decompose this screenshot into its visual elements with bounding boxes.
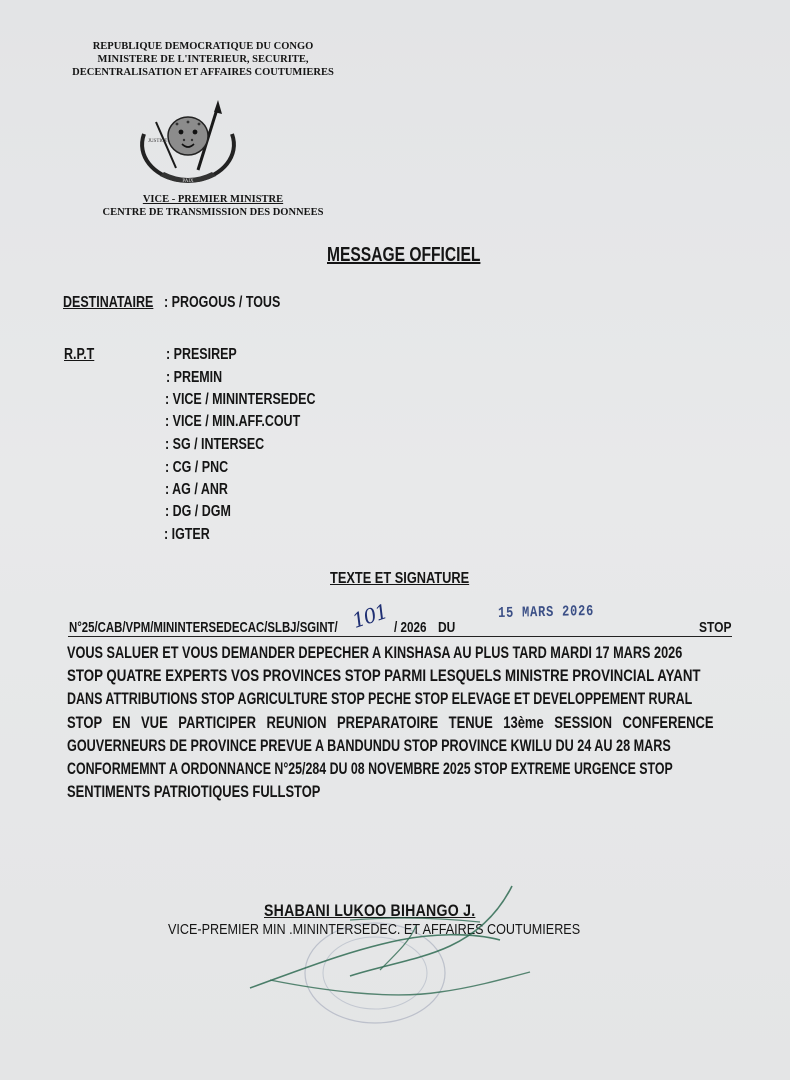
emblem-motto-bottom: PAIX [182,179,194,184]
message-body-line: GOUVERNEURS DE PROVINCE PREVUE A BANDUNDU STOP PROVINCE KWILU DU 24 AU 28 MARS [67,736,671,755]
page-title: MESSAGE OFFICIEL [327,244,481,266]
rpt-item: : VICE / MININTERSEDEC [165,391,316,408]
message-body-line: STOP EN VUE PARTICIPER REUNION PREPARATOIRE TENUE 13ème SESSION CONFERENCE [67,713,714,732]
message-body-line: CONFORMEMNT A ORDONNANCE N°25/284 DU 08 NOVEMBRE 2025 STOP EXTREME URGENCE STOP [67,759,673,778]
destinataire-label: DESTINATAIRE [63,294,154,311]
reference-underline [68,636,732,637]
reference-year: / 2026 [394,619,427,636]
message-body-line: DANS ATTRIBUTIONS STOP AGRICULTURE STOP PECHE STOP ELEVAGE ET DEVELOPPEMENT RURAL [67,689,693,708]
vice-premier-ministre-line: VICE - PREMIER MINISTRE [142,194,284,205]
handwritten-reference-number: 101 [349,599,391,633]
letterhead [58,40,348,79]
letterhead-line-ministry: MINISTERE DE L'INTERIEUR, SECURITE, [97,54,309,65]
message-body-line: VOUS SALUER ET VOUS DEMANDER DEPECHER A KINSHASA AU PLUS TARD MARDI 17 MARS 2026 [67,643,683,662]
rpt-item: : PRESIREP [166,346,237,363]
letterhead-line-republic: REPUBLIQUE DEMOCRATIQUE DU CONGO [92,41,314,52]
rpt-item: : AG / ANR [165,481,228,498]
message-body-line: SENTIMENTS PATRIOTIQUES FULLSTOP [67,782,321,801]
signatory-title: VICE-PREMIER MIN .MININTERSEDEC. ET AFFAIRES COUTUMIERES [168,921,581,938]
rpt-item: : VICE / MIN.AFF.COUT [165,413,301,430]
section-title: TEXTE ET SIGNATURE [330,570,470,587]
handwritten-signature [230,880,550,1010]
letterhead-line-department: DECENTRALISATION ET AFFAIRES COUTUMIERES [72,67,334,78]
message-body-line: STOP QUATRE EXPERTS VOS PROVINCES STOP PARMI LESQUELS MINISTRE PROVINCIAL AYANT [67,666,701,685]
rpt-item: : IGTER [164,526,210,543]
rpt-item: : CG / PNC [165,459,229,476]
reference-du: DU [438,619,456,636]
date-stamp: 15 MARS 2026 [498,602,595,622]
emblem-motto-top: JUSTICE [148,139,168,144]
transmission-center-line: CENTRE DE TRANSMISSION DES DONNEES [102,207,324,218]
rpt-item: : DG / DGM [165,503,231,520]
rpt-item: : SG / INTERSEC [165,436,265,453]
reference-number: N°25/CAB/VPM/MININTERSEDECAC/SLBJ/SGINT/ [69,619,338,636]
reference-stop: STOP [699,619,732,636]
signatory-name: SHABANI LUKOO BIHANGO J. [264,901,476,920]
rpt-label: R.P.T [64,346,95,363]
coat-of-arms-emblem [132,98,244,188]
rpt-item: : PREMIN [166,369,223,386]
destinataire-value: : PROGOUS / TOUS [164,294,281,311]
sub-letterhead [88,193,338,219]
